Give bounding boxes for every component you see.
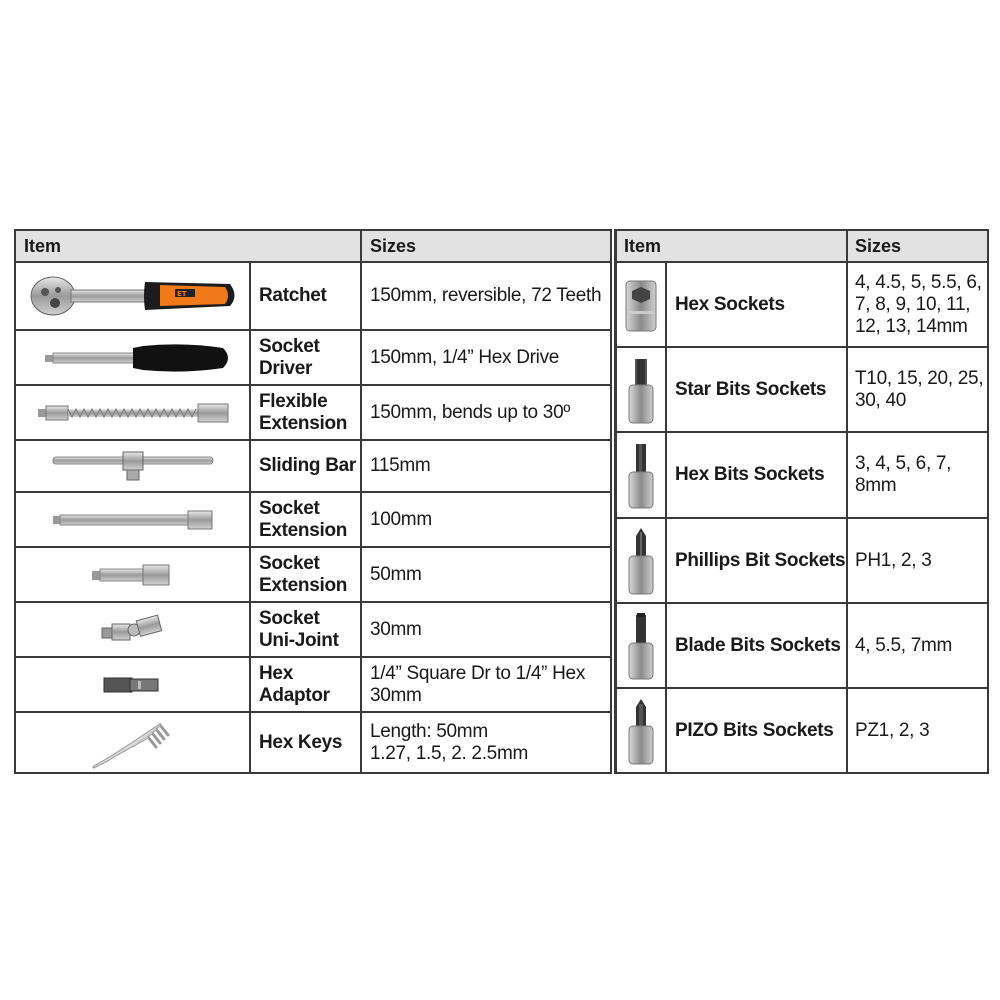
item-sizes: 115mm [370, 455, 431, 476]
left-tools-table [14, 229, 612, 774]
hex-adaptor-icon [16, 658, 249, 711]
header-sizes: Sizes [855, 236, 902, 256]
item-name: Socket Driver [259, 335, 320, 379]
hex-socket-icon [617, 263, 665, 346]
table-row [16, 603, 610, 658]
item-sizes: 50mm [370, 563, 422, 585]
item-sizes: 150mm, 1/4” Hex Drive [370, 346, 560, 368]
item-sizes: 1/4” Square Dr to 1/4” Hex 30mm [370, 662, 586, 706]
star-bit-socket-icon [617, 348, 665, 431]
flexible-extension-icon [16, 386, 249, 439]
header-sizes: Sizes [370, 236, 417, 256]
item-sizes: 150mm, bends up to 30º [370, 401, 570, 423]
blade-bit-socket-icon [617, 604, 665, 687]
socket-extension-icon [16, 493, 249, 546]
socket-driver-icon [16, 331, 249, 384]
item-name: Hex Sockets [675, 293, 785, 315]
sliding-bar-icon [16, 441, 249, 491]
item-sizes: T10, 15, 20, 25, 30, 40 [855, 367, 984, 411]
table-row [16, 658, 610, 713]
item-name: Hex Keys [259, 731, 343, 753]
hex-bit-socket-icon [617, 433, 665, 517]
item-sizes: 150mm, reversible, 72 Teeth [370, 285, 602, 306]
right-sockets-table [614, 229, 989, 774]
item-name: Star Bits Sockets [675, 378, 827, 400]
pozi-bit-socket-icon [617, 689, 665, 772]
ratchet-icon [16, 263, 249, 329]
item-name: Hex Adaptor [259, 662, 330, 706]
item-sizes: PZ1, 2, 3 [855, 719, 930, 741]
item-name: Hex Bits Sockets [675, 464, 825, 485]
table-row [16, 493, 610, 548]
item-name: Blade Bits Sockets [675, 634, 841, 656]
item-name: Socket Extension [259, 497, 348, 541]
item-name: Phillips Bit Sockets [675, 549, 846, 571]
table-row [16, 713, 610, 772]
item-sizes: Length: 50mm 1.27, 1.5, 2. 2.5mm [370, 720, 528, 764]
table-row [16, 441, 610, 493]
table-row [16, 263, 610, 331]
table-row [617, 433, 987, 519]
header-item: Item [24, 236, 62, 256]
table-row [16, 331, 610, 386]
item-sizes: 3, 4, 5, 6, 7, 8mm [855, 453, 952, 496]
table-row [16, 386, 610, 441]
table-row [16, 548, 610, 603]
hex-keys-icon [16, 713, 249, 772]
item-name: Socket Extension [259, 552, 348, 596]
item-sizes: 100mm [370, 508, 432, 530]
item-name: PIZO Bits Sockets [675, 719, 834, 741]
item-name: Sliding Bar [259, 455, 356, 476]
header-item: Item [624, 236, 662, 256]
item-sizes: 4, 4.5, 5, 5.5, 6, 7, 8, 9, 10, 11, 12, 13, 14mm [855, 271, 982, 337]
svg-text:ET: ET [177, 290, 187, 298]
item-sizes: 30mm [370, 618, 422, 640]
left-table-header [16, 231, 610, 263]
table-row [617, 604, 987, 689]
item-name: Socket Uni-Joint [259, 607, 339, 651]
item-name: Flexible Extension [259, 390, 348, 434]
item-sizes: 4, 5.5, 7mm [855, 634, 953, 656]
socket-extension-short-icon [16, 548, 249, 601]
table-row [617, 689, 987, 772]
phillips-bit-socket-icon [617, 519, 665, 602]
item-sizes: PH1, 2, 3 [855, 549, 932, 571]
table-row [617, 263, 987, 348]
item-name: Ratchet [259, 285, 327, 306]
table-row [617, 348, 987, 433]
table-row [617, 519, 987, 604]
right-table-header [617, 231, 987, 263]
uni-joint-icon [16, 603, 249, 656]
